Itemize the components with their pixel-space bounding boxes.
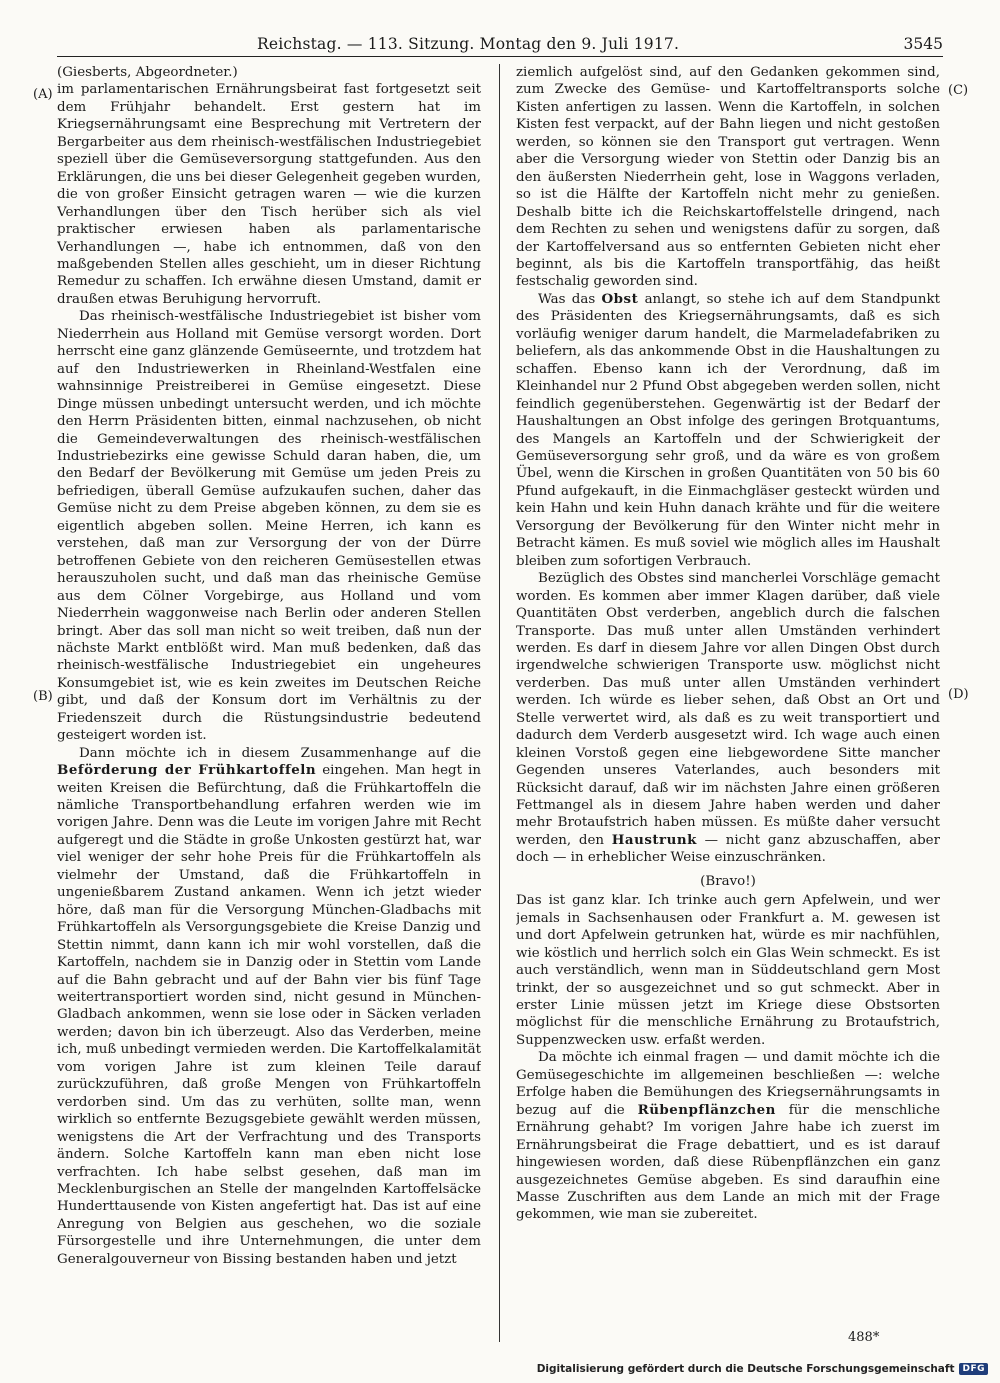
text-run: Bezüglich des Obstes sind mancherlei Vorschläge gemacht worden. Es kommen aber immer Klagen darüber, daß viele Quantitäten Obst verderben, angeblich durch die falschen Transporte. Das muß unter allen Umständen verhindert werden. Es darf in diesem Jahre vor allen Dingen Obst durch irgendwelche schwierigen Transporte usw. möglichst nicht verderben. Das muß unter allen Umständen verhindert werden. Ich würde es lieber sehen, daß Obst an Ort und Stelle verwertet wird, als daß es zu weit transportiert und dadurch dem Verderb ausgesetzt wird. Ich wage auch einen kleinen Vorstoß gegen eine liebgewordene Sitte mancher Gegenden unseres Vaterlandes, auch besonders mit Rücksicht darauf, daß wir im nächsten Jahre einen größeren Fettmangel als in diesem Jahre haben werden und daher mehr Brotaufstrich haben müssen. Es müßte daher versucht werden, den	[516, 571, 940, 848]
digitization-footer	[537, 1363, 988, 1375]
bold-heading: Obst	[601, 290, 639, 307]
paragraph	[516, 291, 940, 570]
dfg-logo: DFG	[959, 1363, 988, 1375]
bold-heading: Beförderung der Frühkartoffeln	[57, 762, 317, 779]
text-run: — nicht ganz abzuschaffen, aber doch — in erheblicher Weise einzuschränken.	[516, 832, 940, 866]
paragraph: im parlamentarischen Ernährungsbeirat fast fortgesetzt seit dem Frühjahr behandelt. Erst gestern hat im Kriegsernährungsamt eine Besprechung mit Vertretern der Bergarbeiter aus dem rheinisch-westfälischen Industriegebiet speziell über die Gemüseversorgung stattgefunden. Aus den Erklärungen, die uns bei dieser Gelegenheit gegeben wurden, die von großer Einsicht getragen waren — wie die kurzen Verhandlungen über den Tisch herüber sich als viel praktischer erwiesen haben als parlamentarische Verhandlungen —, habe ich entnommen, daß von den maßgebenden Stellen alles geschieht, um in dieser Richtung Remedur zu schaffen. Ich erwähne diesen Umstand, damit er draußen etwas Beruhigung hervorruft.	[57, 82, 481, 307]
text-run: eingehen. Man hegt in weiten Kreisen die Befürchtung, daß die Frühkartoffeln die nämliche Transportbehandlung erfahren werden wie im vorigen Jahre. Denn was die Leute im vorigen Jahre mit Recht aufgeregt und die Städte in große Unkosten gestürzt hat, war viel weniger der sehr hohe Preis für die Frühkartoffeln als vielmehr der Umstand, daß die Frühkartoffeln in ungenießbarem Zustand ankamen. Wenn ich jetzt wieder höre, daß man für die Versorgung München-Gladbachs mit Frühkartoffeln als Versorgungsgebiete die Kreise Danzig und Stettin nimmt, dann kann ich mir wohl vorstellen, daß die Kartoffeln, nachdem sie in Danzig oder in Stettin vom Lande auf die Bahn gebracht und auf der Bahn vier bis fünf Tage weitertransportiert worden sind, nicht gesund in München-Gladbach ankommen, wenn sie lose oder in Säcken verladen werden; davon bin ich überzeugt. Also das Verderben, meine ich, muß unbedingt vermieden werden. Die Kartoffelkalamität vom vorigen Jahre ist zum kleinen Teile darauf zurückzuführen, daß große Mengen von Frühkartoffeln verdorben sind. Um das zu verhüten, sollte man, wenn wirklich so entfernte Bezugsgebiete gewählt werden müssen, wenigstens die Art der Verfrachtung und des Transports ändern. Solche Kartoffeln kann man eben nicht lose verfrachten. Ich habe selbst gesehen, daß man im Mecklenburgischen an Stelle der mangelnden Kartoffelsäcke Hunderttausende von Kisten angefertigt hat. Das ist auf eine Anregung von Belgien aus geschehen, wo die soziale Fürsorgestelle und ihre Unternehmungen, die unter dem Generalgouverneur von Bissing bestanden haben und jetzt	[57, 763, 481, 1267]
bold-heading: Haustrunk	[611, 831, 697, 848]
paragraph: Das rheinisch-westfälische Industriegebiet ist bisher vom Niederrhein aus Holland mit Gemüse versorgt worden. Dort herrscht eine ganz glänzende Gemüseernte, und trotzdem hat auf den Industriewerken in Rheinland-Westfalen eine wahnsinnige Preistreiberei in Gemüse eingesetzt. Diese Dinge müssen unbedingt untersucht werden, und ich möchte den Herrn Präsidenten bitten, einmal nachzusehen, ob nicht die Gemeindeverwaltungen des rheinisch-westfälischen Industriebezirks eine gewisse Schuld daran haben, die, um den Bedarf der Bevölkerung mit Gemüse um jeden Preis zu befriedigen, überall Gemüse aufzukaufen suchen, daher das Gemüse nicht zu dem Preise abgeben können, zu dem sie es eigentlich abgeben sollen. Meine Herren, ich kann es verstehen, daß man zur Versorgung der von der Dürre betroffenen Gebiete von den reicheren Gemüsestellen etwas herauszuholen sucht, und daß man das rheinische Gemüse aus dem Cölner Vorgebirge, aus Holland und vom Niederrhein waggonweise nach Berlin oder anderen Stellen bringt. Aber das soll man nicht so weit treiben, daß nun der nächste Markt entblößt wird. Man muß bedenken, daß das rheinisch-westfälische Industriegebiet ein ungeheures Konsumgebiet ist, wie es kein zweites im Deutschen Reiche gibt, und daß der Konsum dort im Verhältnis zu der Friedenszeit durch die Rüstungsindustrie bedeutend gesteigert worden ist.	[57, 309, 481, 744]
paragraph	[516, 1049, 940, 1224]
footer-text: Digitalisierung gefördert durch die Deutsche Forschungsgemeinschaft	[536, 1363, 955, 1375]
margin-mark-b: (B)	[33, 689, 53, 704]
paragraph	[516, 570, 940, 867]
text-run: Was das	[538, 291, 602, 307]
paragraph: ziemlich aufgelöst sind, auf den Gedanken gekommen sind, zum Zwecke des Gemüse- und Kartoffeltransports solche Kisten anfertigen zu lassen. Wenn die Kartoffeln, in solchen Kisten fest verpackt, auf der Bahn liegen und nicht gestoßen werden, so können sie den Transport gut vertragen. Wenn aber die Versorgung wieder von Stettin oder Danzig bis an den äußersten Niederrhein geht, lose in Waggons verladen, so ist die Hälfte der Kartoffeln nicht mehr zu genießen. Deshalb bitte ich die Reichskartoffelstelle dringend, nach dem Rechten zu sehen und wenigstens dafür zu sorgen, daß der Kartoffelversand aus so entfernten Gebieten nicht eher beginnt, als bis die Kartoffeln transportfähig, das heißt festschalig geworden sind.	[516, 65, 940, 290]
right-column	[516, 64, 940, 1324]
margin-mark-a: (A)	[33, 87, 53, 102]
left-column	[57, 64, 481, 1339]
interjection: (Bravo!)	[700, 873, 756, 889]
margin-mark-d: (D)	[948, 687, 969, 702]
text-run: anlangt, so stehe ich auf dem Standpunkt des Präsidenten des Kriegsernährungsamts, daß es sich vorläufig weniger darum handelt, die Marmeladefabriken zu beliefern, als das ankommende Obst in die Haushaltungen zu schaffen. Ebenso kann ich der Verordnung, daß im Kleinhandel nur 2 Pfund Obst abgegeben werden sollen, nicht feindlich gegenüberstehen. Gegenwärtig ist der Bedarf der Haushaltungen an Obst infolge des geringen Brotquantums, des Mangels an Kartoffeln und der Schwierigkeit der Gemüseversorgung sehr groß, und da wäre es von großem Übel, wenn die Kirschen in großen Quantitäten von 50 bis 60 Pfund aufgekauft, in die Einmachgläser gesteckt würden und kein Hahn und kein Huhn danach krähte und für die weitere Versorgung der Bevölkerung für den Winter nicht mehr in Betracht kämen. Es muß soviel wie möglich alles im Haushalt bleiben zum sofortigen Verbrauch.	[516, 291, 940, 569]
running-title: Reichstag. — 113. Sitzung. Montag den 9. Juli 1917.	[257, 35, 680, 53]
paragraph: Das ist ganz klar. Ich trinke auch gern Apfelwein, und wer jemals in Sachsenhausen oder Frankfurt a. M. gewesen ist und dort Apfelwein getrunken hat, würde es mir nachfühlen, wie köstlich und herrlich solch ein Glas Wein schmeckt. Es ist auch verständlich, wenn man in Süddeutschland gern Most trinkt, der so ausgezeichnet und so gut schmeckt. Aber in erster Linie müssen jetzt im Kriege diese Obstsorten möglichst für die menschliche Ernährung zu Brotaufstrich, Suppenzwecken usw. erfaßt werden.	[516, 893, 940, 1048]
text-run: Da möchte ich einmal fragen — und damit möchte ich die Gemüsegeschichte im allgemeinen beschließen —: welche Erfolge haben die Bemühungen des Kriegsernährungsamts in bezug auf die	[516, 1050, 940, 1118]
page-number: 3545	[903, 35, 943, 53]
text-run: für die menschliche Ernährung gehabt? Im vorigen Jahre habe ich zuerst im Ernährungsbeirat die Frage debattiert, und es ist darauf hingewiesen worden, daß diese Rübenpflänzchen ein ganz ausgezeichnetes Gemüse abgeben. Es sind daraufhin eine Masse Zuschriften aus dem Lande an mich mit der Frage gekommen, wie man sie zubereitet.	[516, 1102, 940, 1223]
signature-mark: 488*	[848, 1330, 880, 1345]
bold-heading: Rübenpflänzchen	[637, 1101, 776, 1118]
text-run: Dann möchte ich in diesem Zusammenhange auf die	[79, 745, 481, 761]
page-header	[57, 34, 943, 57]
speaker-label: (Giesberts, Abgeordneter.)	[57, 65, 238, 80]
column-divider	[499, 64, 500, 1342]
margin-mark-c: (C)	[948, 83, 969, 98]
paragraph	[57, 745, 481, 1269]
